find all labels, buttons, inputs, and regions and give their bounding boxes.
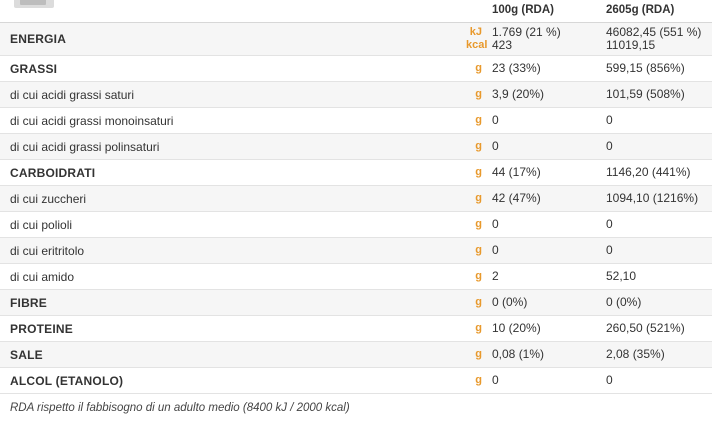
nutrient-unit: [466, 134, 488, 160]
value-per-100g: [488, 82, 602, 108]
top-image-artifact: [0, 0, 466, 12]
nutrient-name: PROTEINE: [0, 316, 466, 342]
table-row: [0, 108, 712, 134]
nutrient-name: di cui acidi grassi polinsaturi: [0, 134, 466, 160]
table-row: [0, 316, 712, 342]
value-per-100g: [488, 212, 602, 238]
value-line: 0: [606, 217, 613, 231]
nutrient-name: di cui acidi grassi monoinsaturi: [0, 108, 466, 134]
unit-label: g: [475, 296, 482, 308]
nutrient-name: di cui polioli: [0, 212, 466, 238]
value-per-portion: [602, 160, 712, 186]
table-row: [0, 82, 712, 108]
nutrient-name: di cui zuccheri: [0, 186, 466, 212]
header-per-portion: 2605g (RDA): [602, 0, 712, 23]
value-per-portion: [602, 82, 712, 108]
value-line: 11019,15: [606, 38, 656, 52]
value-per-portion: [602, 238, 712, 264]
value-per-portion: [602, 316, 712, 342]
value-per-portion: [602, 56, 712, 82]
header-unit: [466, 0, 488, 23]
nutrient-unit: [466, 316, 488, 342]
unit-label: g: [475, 62, 482, 74]
nutrient-name: CARBOIDRATI: [0, 160, 466, 186]
table-row: [0, 342, 712, 368]
value-per-portion: [602, 134, 712, 160]
value-line: 3,9 (20%): [492, 87, 545, 101]
unit-label: g: [475, 218, 482, 230]
value-line: 44 (17%): [492, 165, 541, 179]
value-line: 1094,10 (1216%): [606, 191, 699, 205]
nutrient-unit: [466, 82, 488, 108]
value-per-100g: [488, 316, 602, 342]
table-row: [0, 368, 712, 394]
value-per-portion: [602, 368, 712, 394]
nutrient-name: di cui eritritolo: [0, 238, 466, 264]
value-per-100g: [488, 108, 602, 134]
nutrient-name: di cui amido: [0, 264, 466, 290]
value-line: 260,50 (521%): [606, 321, 685, 335]
table-row: [0, 56, 712, 82]
value-line: 1.769 (21 %): [492, 25, 561, 39]
value-line: 599,15 (856%): [606, 61, 685, 75]
value-per-100g: [488, 238, 602, 264]
value-line: 46082,45 (551 %): [606, 25, 702, 39]
nutrient-name: GRASSI: [0, 56, 466, 82]
nutrient-name: ENERGIA: [0, 23, 466, 56]
value-per-portion: [602, 186, 712, 212]
nutrient-unit: [466, 56, 488, 82]
rda-footnote: RDA rispetto il fabbisogno di un adulto medio (8400 kJ / 2000 kcal): [0, 394, 712, 414]
value-per-100g: [488, 134, 602, 160]
value-per-100g: [488, 342, 602, 368]
nutrient-unit: [466, 238, 488, 264]
nutrient-unit: [466, 23, 488, 56]
value-line: 423: [492, 38, 513, 52]
unit-label: g: [475, 140, 482, 152]
unit-label: g: [475, 270, 482, 282]
value-line: 0,08 (1%): [492, 347, 545, 361]
table-row: [0, 212, 712, 238]
value-line: 0: [492, 139, 499, 153]
value-line: 42 (47%): [492, 191, 541, 205]
value-line: 23 (33%): [492, 61, 541, 75]
value-line: 1146,20 (441%): [606, 165, 691, 179]
nutrient-unit: [466, 186, 488, 212]
value-per-portion: [602, 108, 712, 134]
value-line: 2: [492, 269, 499, 283]
table-row: [0, 160, 712, 186]
unit-label: g: [475, 114, 482, 126]
table-row: [0, 290, 712, 316]
value-per-portion: [602, 264, 712, 290]
header-per-100g: 100g (RDA): [488, 0, 602, 23]
nutrient-name: ALCOL (ETANOLO): [0, 368, 466, 394]
nutrient-unit: [466, 290, 488, 316]
nutrient-name: SALE: [0, 342, 466, 368]
artifact-shape-2: [20, 0, 46, 5]
value-per-portion: [602, 342, 712, 368]
value-per-portion: [602, 212, 712, 238]
unit-label: g: [475, 166, 482, 178]
unit-label: g: [475, 348, 482, 360]
value-per-100g: [488, 160, 602, 186]
table-row: [0, 186, 712, 212]
value-line: 0: [492, 243, 499, 257]
value-per-100g: [488, 56, 602, 82]
unit-label: g: [475, 88, 482, 100]
value-line: 0 (0%): [492, 295, 528, 309]
nutrient-unit: [466, 342, 488, 368]
nutrient-unit: [466, 212, 488, 238]
value-line: 52,10: [606, 269, 637, 283]
table-row: [0, 134, 712, 160]
unit-label: g: [475, 374, 482, 386]
value-line: 2,08 (35%): [606, 347, 665, 361]
value-per-portion: [602, 290, 712, 316]
unit-label: kJ: [469, 26, 482, 38]
value-per-100g: [488, 186, 602, 212]
value-per-100g: [488, 368, 602, 394]
unit-label: g: [475, 322, 482, 334]
nutrient-unit: [466, 368, 488, 394]
table-row: [0, 238, 712, 264]
table-row: [0, 264, 712, 290]
table-body: [0, 23, 712, 394]
value-per-100g: [488, 23, 602, 56]
nutrient-unit: [466, 264, 488, 290]
value-line: 0 (0%): [606, 295, 642, 309]
value-per-100g: [488, 290, 602, 316]
value-per-portion: [602, 23, 712, 56]
value-line: 0: [606, 139, 613, 153]
value-line: 101,59 (508%): [606, 87, 685, 101]
nutrient-name: FIBRE: [0, 290, 466, 316]
unit-label: kcal: [466, 39, 488, 51]
value-line: 10 (20%): [492, 321, 541, 335]
value-line: 0: [492, 113, 499, 127]
unit-label: g: [475, 244, 482, 256]
nutrient-unit: [466, 108, 488, 134]
value-line: 0: [492, 217, 499, 231]
value-line: 0: [606, 113, 613, 127]
value-line: 0: [606, 373, 613, 387]
nutrient-name: di cui acidi grassi saturi: [0, 82, 466, 108]
value-per-100g: [488, 264, 602, 290]
unit-label: g: [475, 192, 482, 204]
value-line: 0: [606, 243, 613, 257]
nutrient-unit: [466, 160, 488, 186]
table-row: [0, 23, 712, 56]
value-line: 0: [492, 373, 499, 387]
